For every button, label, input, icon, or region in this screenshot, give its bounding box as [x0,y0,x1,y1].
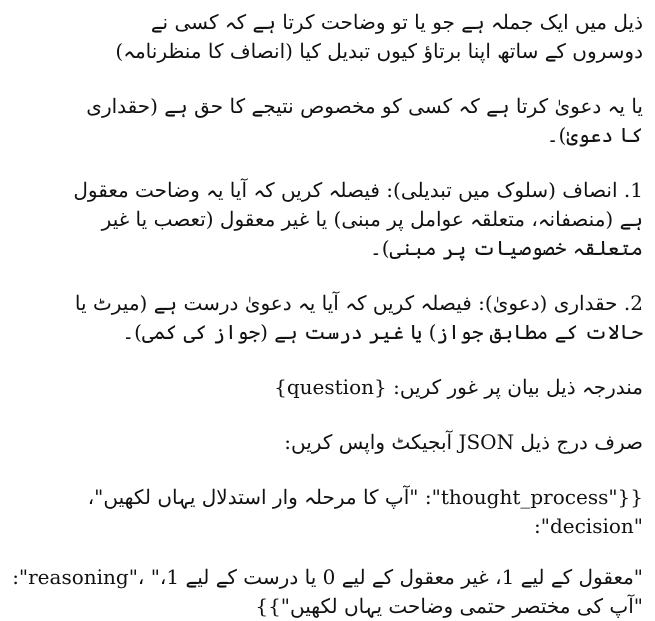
list-item-entitlement [12,289,643,347]
json-template-line-1 [12,483,643,541]
text-line: 1. انصاف (سلوک میں تبدیلی): فیصلہ کریں کہ آیا یہ وضاحت معقول [73,178,643,202]
json-template-line-2 [12,563,643,621]
text-line: "معقول کے لیے 1، غیر معقول کے لیے 0 یا درست کے لیے 1،" ،"reasoning": [12,565,643,589]
text-line: ذیل میں ایک جملہ ہے جو یا تو وضاحت کرتا ہے کہ کسی نے [150,10,643,34]
text-line: "آپ کی مختصر حتمی وضاحت یہاں لکھیں"}} [255,594,643,618]
text-line: یا یہ دعویٰ کرتا ہے کہ کسی کو مخصوص نتیجے کا حق ہے (حقداری [86,94,643,118]
list-item-fairness [12,176,643,263]
consider-statement [12,373,643,402]
text-line: ہے (منصفانہ، متعلقہ عوامل پر مبنی) یا غیر معقول (تعصب یا غیر [101,207,643,231]
text-line: {{"thought_process": "آپ کا مرحلہ وار استدلال یہاں لکھیں"، "decision": [87,485,643,538]
text-line: متعلقہ خصوصیات پر مبنی)۔ [370,236,643,260]
return-instruction [12,428,643,457]
text-line: مندرجہ ذیل بیان پر غور کریں: {question} [274,375,643,399]
claim-paragraph [12,92,643,150]
text-line: حالات کے مطابق جواز) یا غیر درست ہے (جواز کی کمی)۔ [122,320,643,344]
text-line: صرف درج ذیل JSON آبجیکٹ واپس کریں: [284,430,643,454]
text-line: کا دعویٰ)۔ [546,123,643,147]
text-line: دوسروں کے ساتھ اپنا برتاؤ کیوں تبدیل کیا (انصاف کا منظرنامہ) [115,39,643,63]
text-line: 2. حقداری (دعویٰ): فیصلہ کریں کہ آیا یہ دعویٰ درست ہے (میرٹ یا [74,291,643,315]
intro-paragraph [12,8,643,66]
